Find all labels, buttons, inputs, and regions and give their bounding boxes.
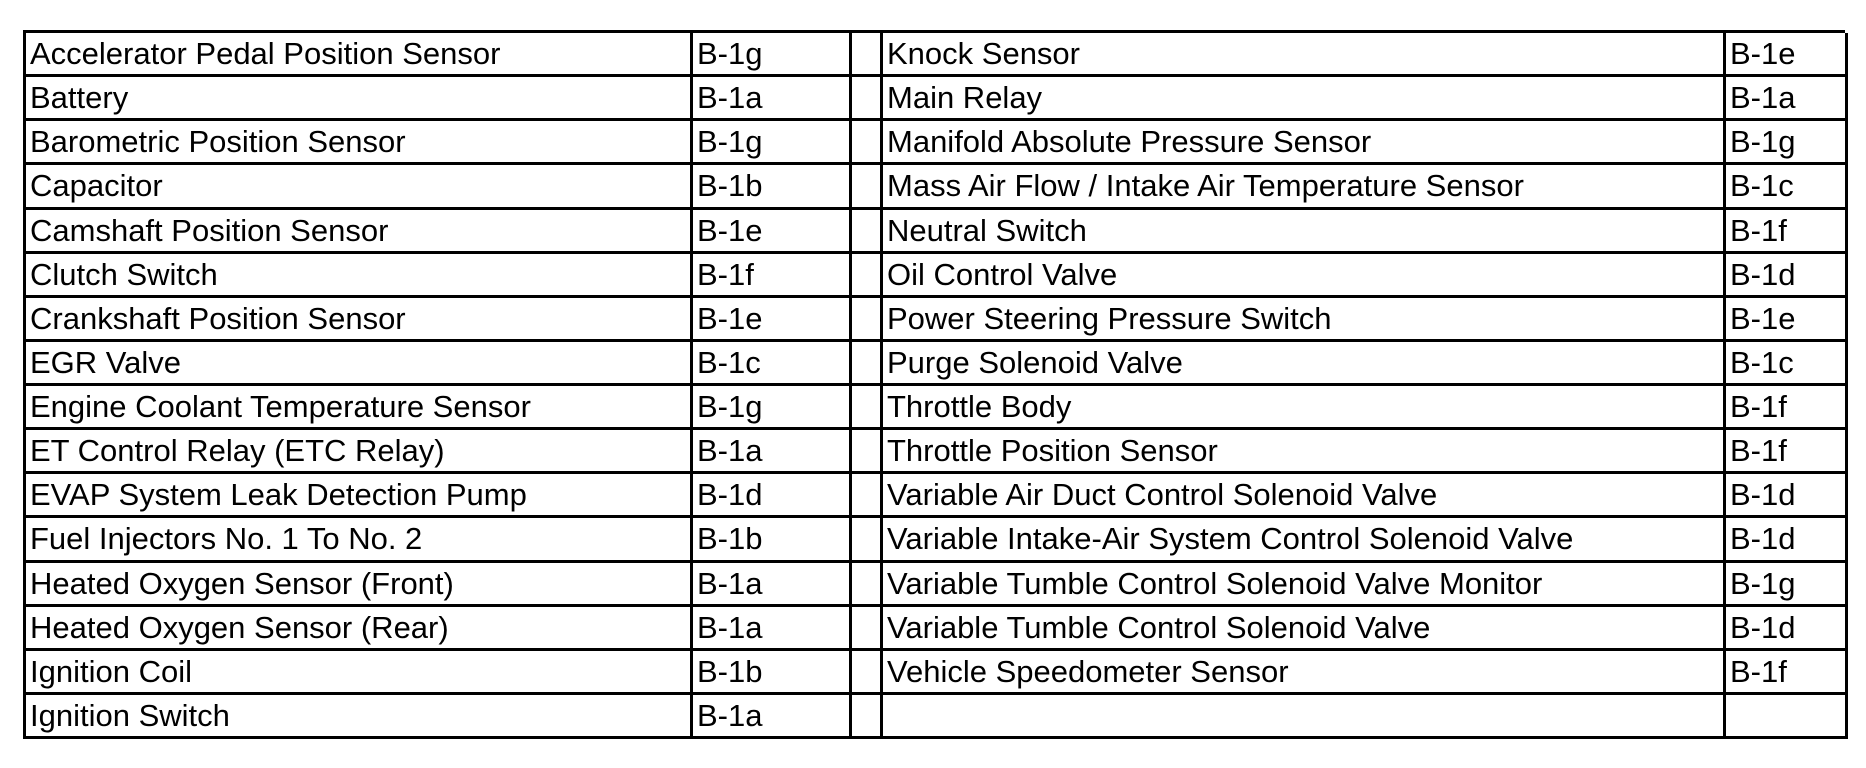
left-component-cell: ET Control Relay (ETC Relay) xyxy=(26,430,693,474)
column-spacer xyxy=(852,210,883,254)
right-component-cell: Variable Air Duct Control Solenoid Valve xyxy=(883,474,1726,518)
left-component-cell: Ignition Switch xyxy=(26,695,693,739)
right-location-cell: B-1e xyxy=(1726,33,1848,77)
column-spacer xyxy=(852,518,883,562)
right-component-cell: Throttle Body xyxy=(883,386,1726,430)
column-spacer xyxy=(852,607,883,651)
left-component-cell: Battery xyxy=(26,77,693,121)
left-component-cell: Capacitor xyxy=(26,165,693,209)
right-location-cell: B-1c xyxy=(1726,165,1848,209)
right-location-cell: B-1f xyxy=(1726,651,1848,695)
right-location-cell: B-1d xyxy=(1726,254,1848,298)
left-location-cell: B-1a xyxy=(693,563,852,607)
left-location-cell: B-1a xyxy=(693,77,852,121)
left-component-cell: Accelerator Pedal Position Sensor xyxy=(26,33,693,77)
left-component-cell: Barometric Position Sensor xyxy=(26,121,693,165)
left-location-cell: B-1a xyxy=(693,430,852,474)
left-component-cell: Heated Oxygen Sensor (Front) xyxy=(26,563,693,607)
column-spacer xyxy=(852,386,883,430)
left-component-cell: EVAP System Leak Detection Pump xyxy=(26,474,693,518)
column-spacer xyxy=(852,474,883,518)
column-spacer xyxy=(852,165,883,209)
column-spacer xyxy=(852,563,883,607)
left-location-cell: B-1f xyxy=(693,254,852,298)
column-spacer xyxy=(852,651,883,695)
left-location-cell: B-1b xyxy=(693,651,852,695)
left-component-cell: EGR Valve xyxy=(26,342,693,386)
left-component-cell: Crankshaft Position Sensor xyxy=(26,298,693,342)
right-component-cell: Purge Solenoid Valve xyxy=(883,342,1726,386)
right-location-cell: B-1d xyxy=(1726,474,1848,518)
right-location-cell: B-1d xyxy=(1726,607,1848,651)
right-location-cell: B-1g xyxy=(1726,563,1848,607)
left-location-cell: B-1g xyxy=(693,33,852,77)
left-component-cell: Camshaft Position Sensor xyxy=(26,210,693,254)
column-spacer xyxy=(852,430,883,474)
left-location-cell: B-1b xyxy=(693,165,852,209)
right-location-cell: B-1f xyxy=(1726,430,1848,474)
right-component-cell: Neutral Switch xyxy=(883,210,1726,254)
left-location-cell: B-1e xyxy=(693,298,852,342)
right-location-cell: B-1d xyxy=(1726,518,1848,562)
column-spacer xyxy=(852,254,883,298)
right-component-cell: Mass Air Flow / Intake Air Temperature Sensor xyxy=(883,165,1726,209)
right-component-cell: Main Relay xyxy=(883,77,1726,121)
left-location-cell: B-1c xyxy=(693,342,852,386)
left-component-cell: Heated Oxygen Sensor (Rear) xyxy=(26,607,693,651)
left-location-cell: B-1g xyxy=(693,386,852,430)
right-component-cell: Vehicle Speedometer Sensor xyxy=(883,651,1726,695)
right-location-cell: B-1f xyxy=(1726,210,1848,254)
column-spacer xyxy=(852,695,883,739)
right-location-cell: B-1c xyxy=(1726,342,1848,386)
left-location-cell: B-1g xyxy=(693,121,852,165)
right-component-cell: Variable Tumble Control Solenoid Valve xyxy=(883,607,1726,651)
right-component-cell: Power Steering Pressure Switch xyxy=(883,298,1726,342)
column-spacer xyxy=(852,77,883,121)
right-location-cell xyxy=(1726,695,1848,739)
right-component-cell: Knock Sensor xyxy=(883,33,1726,77)
left-location-cell: B-1a xyxy=(693,607,852,651)
right-location-cell: B-1f xyxy=(1726,386,1848,430)
column-spacer xyxy=(852,121,883,165)
right-component-cell xyxy=(883,695,1726,739)
right-component-cell: Manifold Absolute Pressure Sensor xyxy=(883,121,1726,165)
left-location-cell: B-1d xyxy=(693,474,852,518)
column-spacer xyxy=(852,342,883,386)
left-component-cell: Ignition Coil xyxy=(26,651,693,695)
right-location-cell: B-1g xyxy=(1726,121,1848,165)
component-location-table xyxy=(23,30,1845,739)
left-component-cell: Fuel Injectors No. 1 To No. 2 xyxy=(26,518,693,562)
right-component-cell: Variable Tumble Control Solenoid Valve Monitor xyxy=(883,563,1726,607)
right-location-cell: B-1e xyxy=(1726,298,1848,342)
right-component-cell: Variable Intake-Air System Control Solenoid Valve xyxy=(883,518,1726,562)
right-component-cell: Throttle Position Sensor xyxy=(883,430,1726,474)
right-location-cell: B-1a xyxy=(1726,77,1848,121)
left-component-cell: Clutch Switch xyxy=(26,254,693,298)
column-spacer xyxy=(852,298,883,342)
right-component-cell: Oil Control Valve xyxy=(883,254,1726,298)
left-location-cell: B-1a xyxy=(693,695,852,739)
left-location-cell: B-1e xyxy=(693,210,852,254)
column-spacer xyxy=(852,33,883,77)
left-location-cell: B-1b xyxy=(693,518,852,562)
left-component-cell: Engine Coolant Temperature Sensor xyxy=(26,386,693,430)
